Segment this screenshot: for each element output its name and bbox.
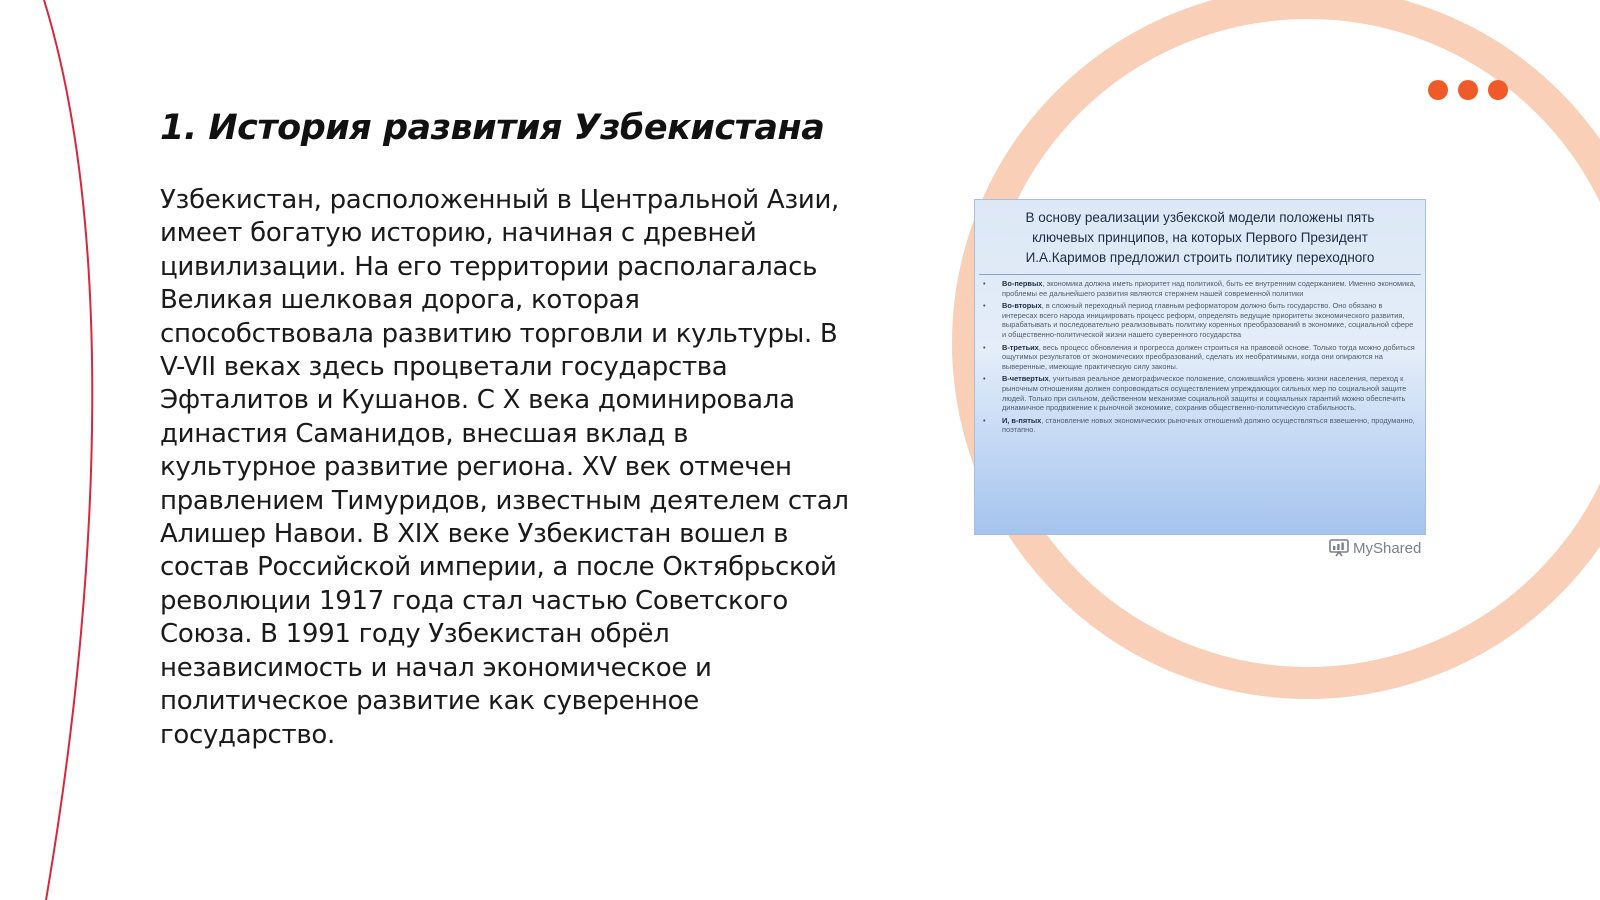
- bullet-icon: •: [983, 415, 986, 425]
- bullet-icon: •: [983, 301, 986, 311]
- bullet-icon: •: [983, 342, 986, 352]
- decorative-dot: [1428, 80, 1448, 100]
- myshared-logo-icon: [1329, 539, 1349, 557]
- principle-text: , весь процесс обновления и прогресса должен строиться на правовой основе. Только тогда можно добиться ощутимых результатов от экономических преобразований, сделать их необратимыми, когда они опираются на выверенные, имеющие практическую силу законы.: [1002, 342, 1415, 371]
- embedded-divider: [979, 274, 1421, 275]
- decorative-dots: [1428, 80, 1520, 100]
- decorative-dot: [1458, 80, 1478, 100]
- principle-lead: В-четвертых: [1002, 374, 1049, 384]
- principle-lead: Во-вторых: [1002, 301, 1042, 311]
- slide-body-text: Узбекистан, расположенный в Центральной Азии, имеет богатую историю, начиная с древней цивилизации. На его территории располагалась Великая шелковая дорога, которая способствовала развитию торговли и культуры. В V-VII веках здесь процветали государства Эфталитов и Кушанов. С X века доминировала династия Саманидов, внесшая вклад в культурное развитие региона. XV век отмечен правлением Тимуридов, известным деятелем стал Алишер Навои. В XIX веке Узбекистан вошел в состав Российской империи, а после Октябрьской революции 1917 года стал частью Советского Союза. В 1991 году Узбекистан обрёл независимость и начал экономическое и политическое развитие как суверенное государство.: [160, 185, 849, 750]
- embedded-slide-image: [974, 199, 1426, 535]
- principle-text: , экономика должна иметь приоритет над политикой, быть ее внутренним содержанием. Именно экономика, проблемы ее дальнейшего развития являются стержнем нашей современной политики: [1002, 279, 1416, 298]
- slide-title: 1. История развития Узбекистана: [160, 108, 825, 148]
- watermark-text: MyShared: [1353, 539, 1422, 557]
- list-item: [983, 279, 1419, 298]
- bullet-icon: •: [983, 374, 986, 384]
- decorative-dot: [1488, 80, 1508, 100]
- list-item: [983, 343, 1419, 372]
- myshared-watermark: [1329, 537, 1429, 559]
- list-item: [983, 416, 1419, 435]
- bullet-icon: •: [983, 279, 986, 288]
- principle-text: , становление новых экономических рыночных отношений должно осуществляться взвешенно, продуманно, поэтапно.: [1002, 415, 1415, 435]
- embedded-principles-list: [975, 279, 1425, 435]
- list-item: [983, 301, 1419, 339]
- principle-text: , в сложный переходный период главным реформатором должно быть государство. Оно обязано в интересах всего народа инициировать процесс реформ, определять ведущие приоритеты экономического развития, вырабатывать и последовательно реализовывать политику коренных преобразований в экономике, социальной сфере и общественно-политической жизни нашего суверенного государства: [1002, 301, 1414, 339]
- principle-lead: Во-первых: [1002, 279, 1043, 288]
- embedded-slide-heading: В основу реализации узбекской модели положены пять ключевых принципов, на которых Первого Президент И.А.Каримов предложил строить политику переходного: [1025, 210, 1375, 265]
- left-accent-curve: [44, 0, 92, 900]
- list-item: [983, 374, 1419, 412]
- principle-lead: И, в-пятых: [1002, 415, 1042, 425]
- principle-text: , учитывая реальное демографическое положение, сложившийся уровень жизни населения, переход к рыночным отношениям должен сопровождаться осуществлением упреждающих сильных мер по социальной защите людей. Только при сильном, действенном механизме социальной защиты и социальных гарантий можно обеспечить динамичное продвижение к рыночной экономике, сохранив общественно-политическую стабильность.: [1002, 374, 1407, 413]
- principle-lead: В-третьих: [1002, 342, 1039, 352]
